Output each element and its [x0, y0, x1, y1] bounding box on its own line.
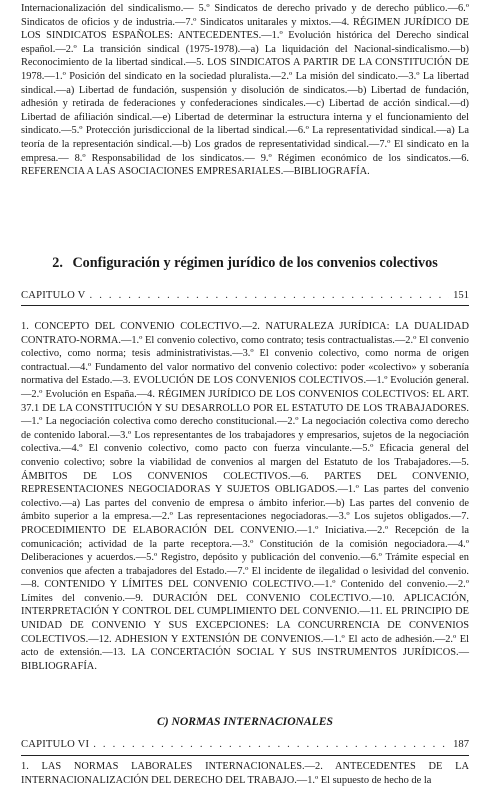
top-contents-text: Internacionalización del sindicalismo.— 5.º Sindicatos de derecho privado y de derecho público.—6.º Sindicatos de oficios y de industria.—7.º Sindicatos unitarales y mixtos.—4. RÉGIMEN JURÍDICO DE LOS SINDICATOS ESPAÑOLES: ANTECEDENTES.—1.º Evolución histórica del Derecho sindical español.—2.º La transición sindical (1975-1978).—a) La liquidación del Nacional-sindicalismo.—b) Reconocimiento de la libertad sindical.—5. LOS SINDICATOS A PARTIR DE LA CONSTITUCIÓN DE 1978.—1.º Posición del sindicato en la sociedad pluralista.—2.º La misión del sindicato.—3.º La libertad sindical.—a) Libertad de fundación, suspensión y disolución de sindicatos.—b) Libertad de fundación, adhesión y retirada de federaciones y confederaciones sindicales.—c) Libertad de acción sindical.—d) Libertad de afiliación sindical.—e) Libertad de determinar la estructura interna y el funcionamiento del sindicato.—5.º Protección jurisdiccional de la libertad sindical.—6.º La representatividad sindical.—a) La teoría de la representación sindical.—b) Los grados de representatividad sindical.—7.º El sindicato en la empresa.— 8.º Responsabilidad de los sindicatos.— 9.º Régimen económico de los sindicatos.—6. REFERENCIA A LAS ASOCIACIONES EMPRESARIALES.—BIBLIOGRAFÍA. [21, 3, 469, 178]
chapter-vi-line [21, 738, 469, 754]
chapter-vi-page-number: 187 [453, 739, 469, 750]
subsection-heading: C) NORMAS INTERNACIONALES [157, 715, 333, 728]
chapter-vi-contents-text: 1. LAS NORMAS LABORALES INTERNACIONALES.—2. ANTECEDENTES DE LA INTERNACIONALIZACIÓN DEL DERECHO DEL TRABAJO.—1.º El supuesto de hecho de la [21, 761, 469, 786]
chapter-vi-label: CAPITULO VI [21, 739, 90, 750]
chapter-v-contents-paragraph [21, 320, 469, 673]
section-heading [21, 254, 469, 272]
top-contents-paragraph [21, 2, 469, 179]
leader-dots [93, 738, 449, 752]
chapter-v-page-number: 151 [453, 290, 469, 301]
chapter-v-rule [21, 305, 469, 306]
section-title: Configuración y régimen jurídico de los convenios colectivos [72, 255, 438, 271]
chapter-v-line [21, 289, 469, 305]
section-number: 2. [52, 255, 63, 271]
chapter-vi-rule [21, 755, 469, 756]
chapter-v-label: CAPITULO V [21, 290, 86, 301]
chapter-v-contents-text: 1. CONCEPTO DEL CONVENIO COLECTIVO.—2. NATURALEZA JURÍDICA: LA DUALIDAD CONTRATO-NORMA.—1.º El convenio colectivo, como contrato; tesis contractualistas.—2.º El convenio colectivo, como norma; tesis administrativistas.—3.º El convenio colectivo, como norma de origen contractual.—4.º Fundamento del valor normativo del convenio colectivo: poder «colectivo» y soberanía normativa del Estado.—3. EVOLUCIÓN DE LOS CONVENIOS COLECTIVOS.—1.º Evolución general.—2.º Evolución en España.—4. RÉGIMEN JURÍDICO DE LOS CONVENIOS COLECTIVOS: EL ART. 37.1 DE LA CONSTITUCIÓN Y SU DESARROLLO POR EL ESTATUTO DE LOS TRABAJADORES.—1.º La negociación colectiva como derecho constitucional.—2.º La negociación colectiva como derecho de contenido laboral.—3.º Los representantes de los trabajadores y empresarios, sujetos de la negociación colectiva.—4.º El convenio colectivo, como pacto con fuerza vinculante.—5.º Eficacia general del convenio colectivo; sobre la viabilidad de convenios al margen del Estatuto de los Trabajadores.—5. ÁMBITOS DE LOS CONVENIOS COLECTIVOS.—6. PARTES DEL CONVENIO, REPRESENTACIONES NEGOCIADORAS Y SUJETOS OBLIGADOS.—1.º Las partes del convenio colectivo.—a) Las partes del convenio de empresa o ámbito inferior.—b) Las partes del convenio de ámbito superior a la empresa.—2.º Las representaciones negociadoras.—3.º Los sujetos obligados.—7. PROCEDIMIENTO DE ELABORACIÓN DEL CONVENIO.—1.º Iniciativa.—2.º Recepción de la comunicación; actividad de la parte receptora.—3.º Constitución de la comisión negociadora.—4.º Deliberaciones y acuerdos.—5.º Registro, depósito y publicación del convenio.—6.º Trámite especial en convenios que afecten a trabajadores del Estado.—7.º El incidente de ilegalidad o lesividad del convenio.—8. CONTENIDO Y LÍMITES DEL CONVENIO COLECTIVO.—1.º Contenido del convenio.—2.º Límites del convenio.—9. DURACIÓN DEL CONVENIO COLECTIVO.—10. APLICACIÓN, INTERPRETACIÓN Y CONTROL DEL CUMPLIMIENTO DEL CONVENIO.—11. EL PRINCIPIO DE UNIDAD DE CONVENIO Y SUS EXCEPCIONES: LA CONCURRENCIA DE CONVENIOS COLECTIVOS.—12. ADHESION Y EXTENSIÓN DE CONVENIOS.—1.º El acto de adhesión.—2.º El acto de extensión.—13. LA CONCERTACIÓN SOCIAL Y SUS INSTRUMENTOS JURÍDICOS.—BIBLIOGRAFÍA. [21, 321, 469, 672]
leader-dots [90, 289, 450, 303]
chapter-vi-contents-paragraph [21, 760, 469, 787]
